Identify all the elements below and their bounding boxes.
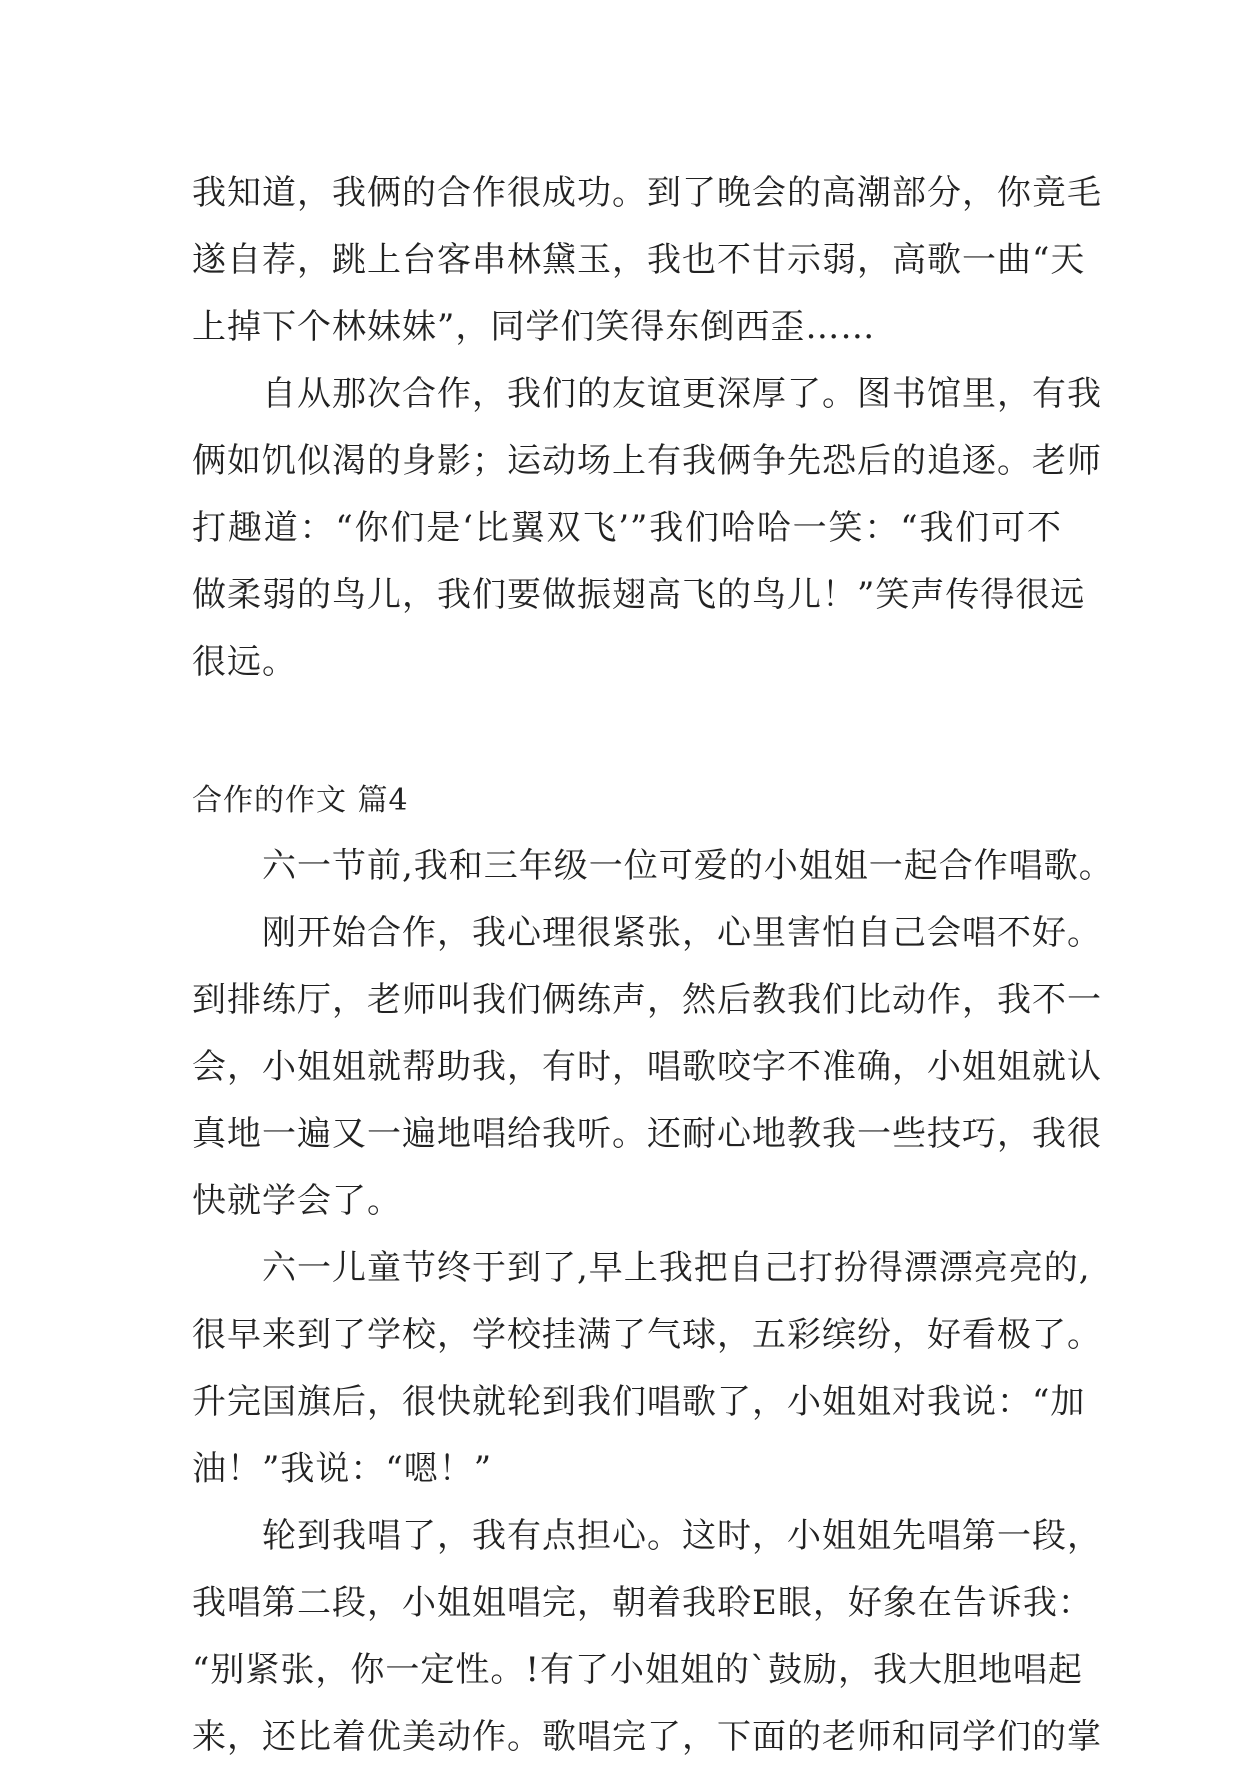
paragraph-line: 我知道，我俩的合作很成功。到了晚会的高潮部分，你竟毛 xyxy=(192,173,1102,213)
paragraph-line: 到排练厅，老师叫我们俩练声，然后教我们比动作，我不一 xyxy=(192,980,1102,1020)
paragraph-line: 油！”我说：“嗯！” xyxy=(192,1449,493,1489)
paragraph-line: 六一儿童节终于到了,早上我把自己打扮得漂漂亮亮的, xyxy=(262,1248,1091,1288)
paragraph-line: 打趣道：“你们是‘比翼双飞’”我们哈哈一笑：“我们可不 xyxy=(192,508,1062,548)
paragraph-line: 刚开始合作，我心理很紧张，心里害怕自己会唱不好。 xyxy=(262,913,1102,953)
paragraph-line: 做柔弱的鸟儿，我们要做振翅高飞的鸟儿！”笑声传得很远 xyxy=(192,575,1086,615)
paragraph-line: 俩如饥似渴的身影；运动场上有我俩争先恐后的追逐。老师 xyxy=(192,441,1102,481)
document-body xyxy=(192,160,1114,1771)
paragraph-line: 很早来到了学校，学校挂满了气球，五彩缤纷，好看极了。 xyxy=(192,1315,1102,1355)
paragraph-line: 快就学会了。 xyxy=(192,1181,402,1221)
paragraph-line: 来，还比着优美动作。歌唱完了，下面的老师和同学们的掌 xyxy=(192,1717,1102,1757)
paragraph-line: 上掉下个林妹妹”，同学们笑得东倒西歪…… xyxy=(192,307,876,347)
paragraph-line: 会，小姐姐就帮助我，有时，唱歌咬字不准确，小姐姐就认 xyxy=(192,1047,1102,1087)
paragraph-line: “别紧张，你一定性。!有了小姐姐的`鼓励，我大胆地唱起 xyxy=(192,1650,1084,1690)
section-gap xyxy=(192,696,1062,769)
paragraph-line: 六一节前,我和三年级一位可爱的小姐姐一起合作唱歌。 xyxy=(262,846,1114,886)
paragraph-line: 真地一遍又一遍地唱给我听。还耐心地教我一些技巧，我很 xyxy=(192,1114,1102,1154)
section-heading: 合作的作文 篇4 xyxy=(192,783,409,818)
paragraph-line: 轮到我唱了，我有点担心。这时，小姐姐先唱第一段， xyxy=(262,1516,1102,1556)
paragraph-line: 遂自荐，跳上台客串林黛玉，我也不甘示弱，高歌一曲“天 xyxy=(192,240,1086,280)
paragraph-line: 自从那次合作，我们的友谊更深厚了。图书馆里，有我 xyxy=(262,374,1102,414)
paragraph-line: 升完国旗后，很快就轮到我们唱歌了，小姐姐对我说：“加 xyxy=(192,1382,1086,1422)
paragraph-line: 很远。 xyxy=(192,642,297,682)
paragraph-line: 我唱第二段，小姐姐唱完，朝着我聆E眼，好象在告诉我： xyxy=(192,1583,1093,1623)
